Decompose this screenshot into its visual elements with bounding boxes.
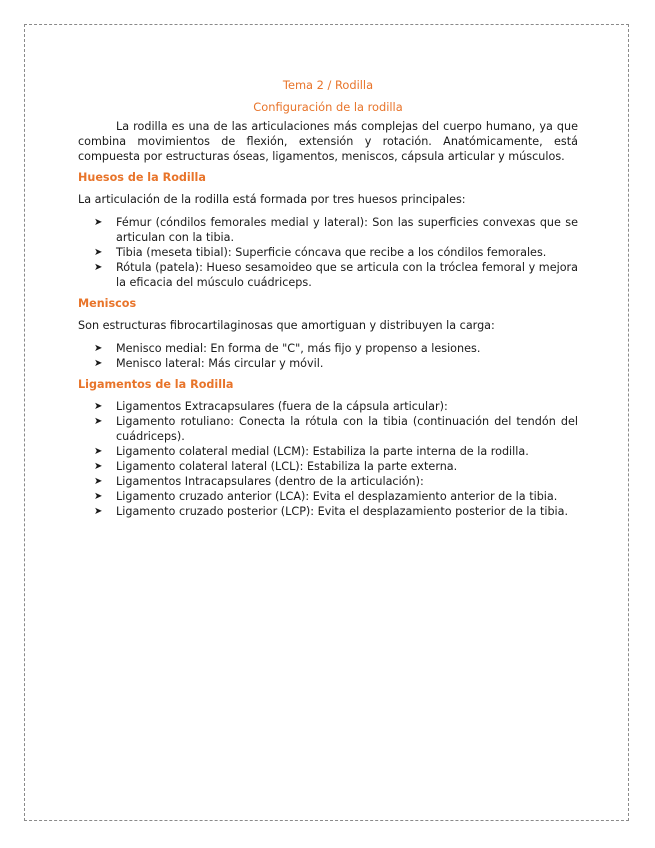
list-item-text: Menisco lateral: Más circular y móvil. xyxy=(116,357,324,370)
list-item xyxy=(94,504,578,519)
list-item-text: Tibia (meseta tibial): Superficie cóncava que recibe a los cóndilos femorales. xyxy=(116,246,547,259)
list-item xyxy=(94,341,578,356)
document-body xyxy=(78,78,578,521)
list-item-text: Ligamento rotuliano: Conecta la rótula con la tibia (continuación del tendón del cuádriceps). xyxy=(116,415,578,443)
list-item xyxy=(94,260,578,290)
list-item xyxy=(94,474,578,489)
list-item-text: Ligamento cruzado posterior (LCP): Evita el desplazamiento posterior de la tibia. xyxy=(116,505,569,518)
list-item-text: Ligamento cruzado anterior (LCA): Evita el desplazamiento anterior de la tibia. xyxy=(116,490,558,503)
list-item xyxy=(94,444,578,459)
intro-paragraph: La rodilla es una de las articulaciones más complejas del cuerpo humano, ya que combina movimientos de flexión, extensión y rotación. Anatómicamente, está compuesta por estructuras óseas, ligamentos, meniscos, cápsula articular y músculos. xyxy=(78,120,578,163)
list-item-text: Fémur (cóndilos femorales medial y lateral): Son las superficies convexas que se articulan con la tibia. xyxy=(116,216,578,244)
document-title: Tema 2 / Rodilla xyxy=(282,78,374,92)
list-item-text: Ligamento colateral lateral (LCL): Estabiliza la parte externa. xyxy=(116,460,458,473)
arrow-bullet-icon: ➤ xyxy=(94,401,103,412)
arrow-bullet-icon: ➤ xyxy=(94,416,103,427)
arrow-bullet-icon: ➤ xyxy=(94,262,103,273)
bullet-list-ligamentos xyxy=(78,399,578,519)
arrow-bullet-icon: ➤ xyxy=(94,247,103,258)
list-item xyxy=(94,356,578,371)
bullet-list-meniscos xyxy=(78,341,578,371)
bullet-list-huesos xyxy=(78,215,578,290)
arrow-bullet-icon: ➤ xyxy=(94,461,103,472)
arrow-bullet-icon: ➤ xyxy=(94,343,103,354)
arrow-bullet-icon: ➤ xyxy=(94,358,103,369)
list-item-text: Ligamentos Extracapsulares (fuera de la cápsula articular): xyxy=(116,400,448,413)
section-heading-meniscos: Meniscos xyxy=(78,297,137,310)
list-item xyxy=(94,459,578,474)
arrow-bullet-icon: ➤ xyxy=(94,491,103,502)
section-paragraph-huesos: La articulación de la rodilla está formada por tres huesos principales: xyxy=(78,193,466,206)
list-item xyxy=(94,489,578,504)
list-item-text: Ligamento colateral medial (LCM): Estabiliza la parte interna de la rodilla. xyxy=(116,445,529,458)
section-heading-huesos: Huesos de la Rodilla xyxy=(78,171,206,184)
list-item-text: Menisco medial: En forma de "C", más fijo y propenso a lesiones. xyxy=(116,342,481,355)
list-item-text: Rótula (patela): Hueso sesamoideo que se articula con la tróclea femoral y mejora la eficacia del músculo cuádriceps. xyxy=(116,261,578,289)
list-item xyxy=(94,245,578,260)
arrow-bullet-icon: ➤ xyxy=(94,506,103,517)
list-item xyxy=(94,399,578,414)
arrow-bullet-icon: ➤ xyxy=(94,476,103,487)
section-heading-ligamentos: Ligamentos de la Rodilla xyxy=(78,378,234,391)
section-paragraph-meniscos: Son estructuras fibrocartilaginosas que amortiguan y distribuyen la carga: xyxy=(78,319,495,332)
arrow-bullet-icon: ➤ xyxy=(94,217,103,228)
arrow-bullet-icon: ➤ xyxy=(94,446,103,457)
list-item xyxy=(94,414,578,444)
document-subtitle: Configuración de la rodilla xyxy=(253,100,403,114)
list-item xyxy=(94,215,578,245)
list-item-text: Ligamentos Intracapsulares (dentro de la articulación): xyxy=(116,475,424,488)
